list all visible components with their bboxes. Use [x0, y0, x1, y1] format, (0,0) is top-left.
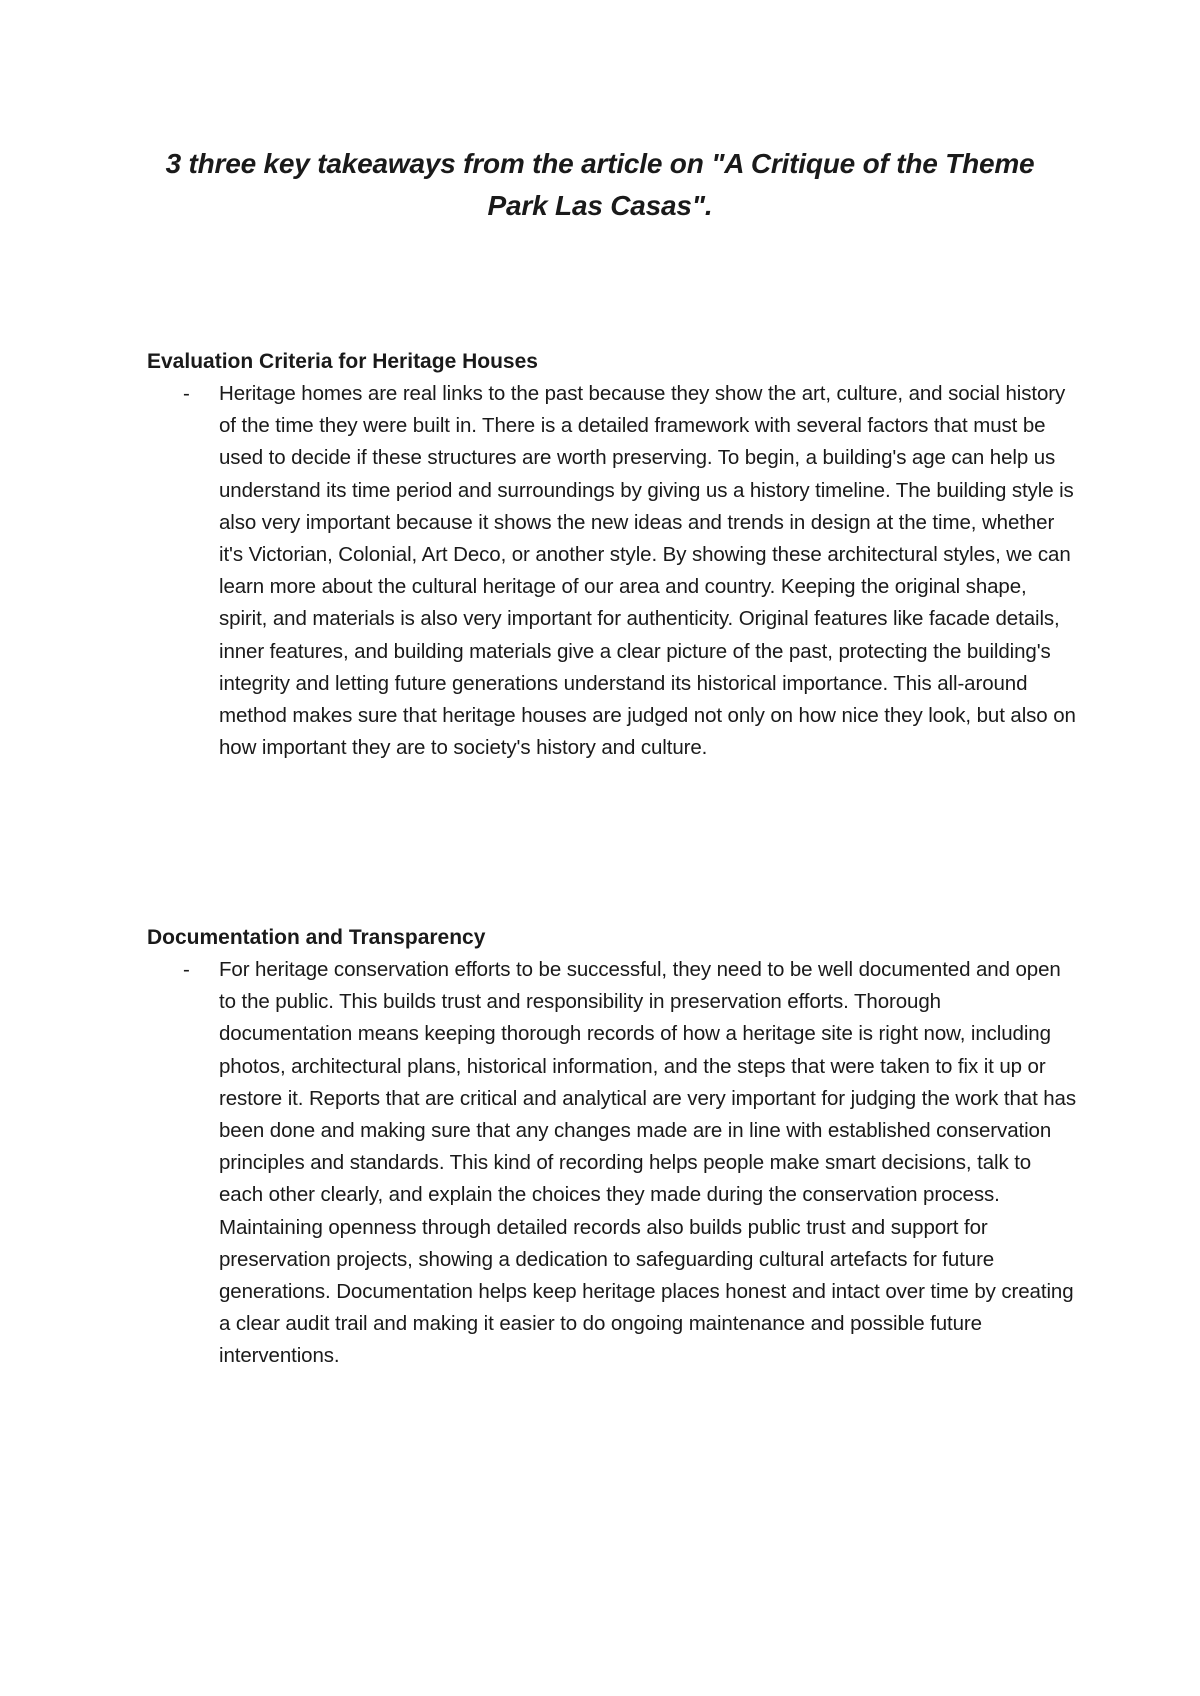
- section-heading: Documentation and Transparency: [147, 926, 486, 949]
- section-documentation-transparency: [147, 922, 1077, 1373]
- dash-bullet-icon: -: [183, 382, 190, 405]
- list-item: [147, 954, 1077, 1373]
- dash-bullet-icon: -: [183, 958, 190, 981]
- bullet-list: [147, 378, 1077, 764]
- paragraph-text: Heritage homes are real links to the past because they show the art, culture, and social history of the time they were built in. There is a detailed framework with several factors that must be used to decide if these structures are worth preserving. To begin, a building's age can help us understand its time period and surroundings by giving us a history timeline. The building style is also very important because it shows the new ideas and trends in design at the time, whether it's Victorian, Colonial, Art Deco, or another style. By showing these architectural styles, we can learn more about the cultural heritage of our area and country. Keeping the original shape, spirit, and materials is also very important for authenticity. Original features like facade details, inner features, and building materials give a clear picture of the past, protecting the building's integrity and letting future generations understand its historical importance. This all-around method makes sure that heritage houses are judged not only on how nice they look, but also on how important they are to society's history and culture.: [219, 382, 1076, 760]
- document-title: 3 three key takeaways from the article on "A Critique of the Theme Park Las Casas".: [165, 148, 1035, 221]
- list-item: [147, 378, 1077, 764]
- paragraph-text: For heritage conservation efforts to be successful, they need to be well documented and open to the public. This builds trust and responsibility in preservation efforts. Thorough documentation means keeping thorough records of how a heritage site is right now, including photos, architectural plans, historical information, and the steps that were taken to fix it up or restore it. Reports that are critical and analytical are very important for judging the work that has been done and making sure that any changes made are in line with established conservation principles and standards. This kind of recording helps people make smart decisions, talk to each other clearly, and explain the choices they made during the conservation process. Maintaining openness through detailed records also builds public trust and support for preservation projects, showing a dedication to safeguarding cultural artefacts for future generations. Documentation helps keep heritage places honest and intact over time by creating a clear audit trail and making it easier to do ongoing maintenance and possible future interventions.: [219, 958, 1077, 1368]
- bullet-list: [147, 954, 1077, 1373]
- section-heading: Evaluation Criteria for Heritage Houses: [147, 350, 538, 373]
- section-evaluation-criteria: [147, 346, 1077, 764]
